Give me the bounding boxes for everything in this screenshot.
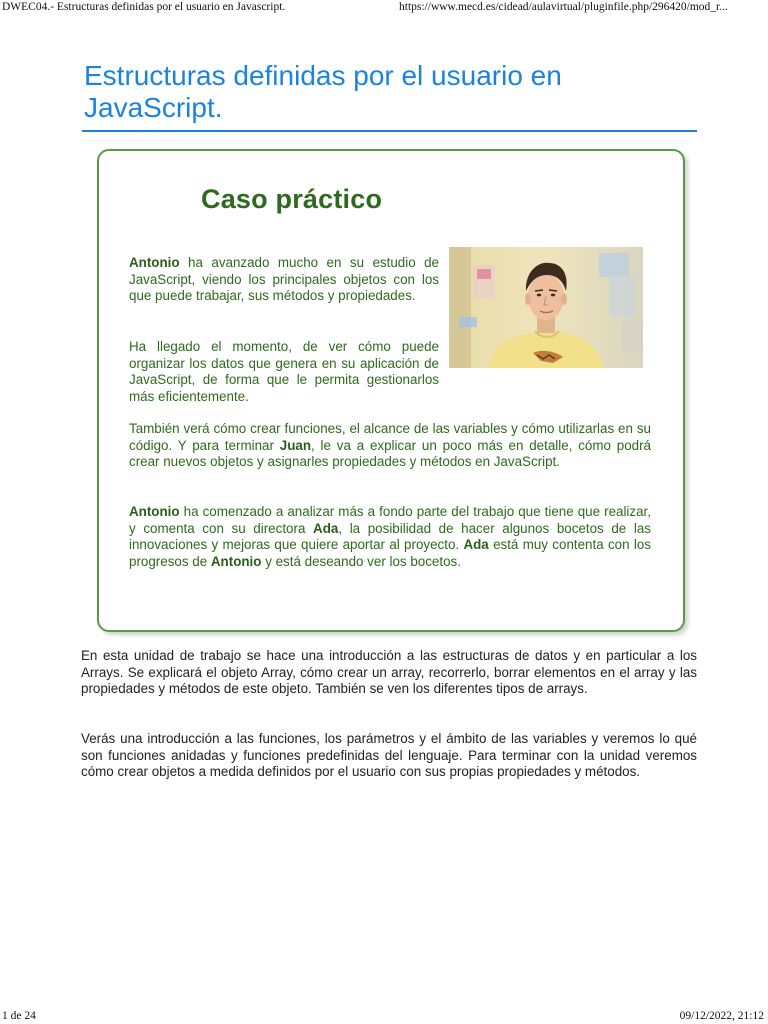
print-header: [0, 0, 768, 18]
case-paragraph-2: Ha llegado el momento, de ver cómo puede organizar los datos que genera en su aplicación de JavaScript, de forma que le permita gestionarlos más eficientemente.: [129, 339, 439, 404]
intro-paragraph-2: Verás una introducción a las funciones, los parámetros y el ámbito de las variables y veremos lo qué son funciones anidadas y funciones predefinidas del lenguaje. Para terminar con la unidad veremos cómo crear objetos a medida definidos por el usuario con sus propias propiedades y métodos.: [81, 731, 697, 779]
print-header-title: DWEC04.- Estructuras definidas por el usuario en Javascript.: [2, 1, 286, 13]
name-ada: Ada: [313, 520, 339, 536]
student-photo-illustration: [449, 247, 643, 368]
page-number: 1 de 24: [2, 1010, 36, 1022]
print-footer: [0, 1010, 768, 1024]
case-study-box: [97, 149, 685, 632]
page-title-line2: JavaScript.: [84, 92, 223, 123]
page-title-line1: Estructuras definidas por el usuario en: [84, 60, 562, 91]
case-paragraph-3: También verá cómo crear funciones, el alcance de las variables y cómo utilizarlas en su código. Y para terminar Juan, le va a explicar un poco más en detalle, cómo podrá crear nuevos objetos y asignarles propiedades y métodos en JavaScript.: [129, 421, 652, 469]
page-title: [84, 60, 684, 124]
print-datetime: 09/12/2022, 21:12: [679, 1010, 764, 1022]
case-study-heading: Caso práctico: [201, 184, 383, 214]
name-juan: Juan: [279, 437, 312, 453]
name-ada: Ada: [463, 537, 489, 552]
student-photo: [449, 247, 643, 368]
title-divider: [82, 130, 697, 132]
case-paragraph-4: Antonio ha comenzado a analizar más a fondo parte del trabajo que tiene que realizar, y comenta con su directora Ada, la posibilidad de hacer algunos bocetos de las innovaciones y mejoras que quiere aportar al proyecto. Ada está muy contenta con los progresos de Antonio y está deseando ver los bocetos.: [129, 504, 651, 569]
print-header-url: https://www.mecd.es/cidead/aulavirtual/pluginfile.php/296420/mod_r...: [399, 1, 728, 13]
case-paragraph-1: Antonio ha avanzado mucho en su estudio de JavaScript, viendo los principales objetos con los que puede trabajar, sus métodos y propiedades.: [129, 255, 439, 303]
name-antonio: Antonio: [129, 255, 180, 270]
name-antonio: Antonio: [129, 504, 180, 519]
intro-paragraph-1: En esta unidad de trabajo se hace una introducción a las estructuras de datos y en particular a los Arrays. Se explicará el objeto Array, cómo crear un array, recorrerlo, borrar elementos en el array y las propiedades y métodos de este objeto. También se ven los diferentes tipos de arrays.: [81, 648, 697, 696]
name-antonio: Antonio: [210, 553, 262, 569]
